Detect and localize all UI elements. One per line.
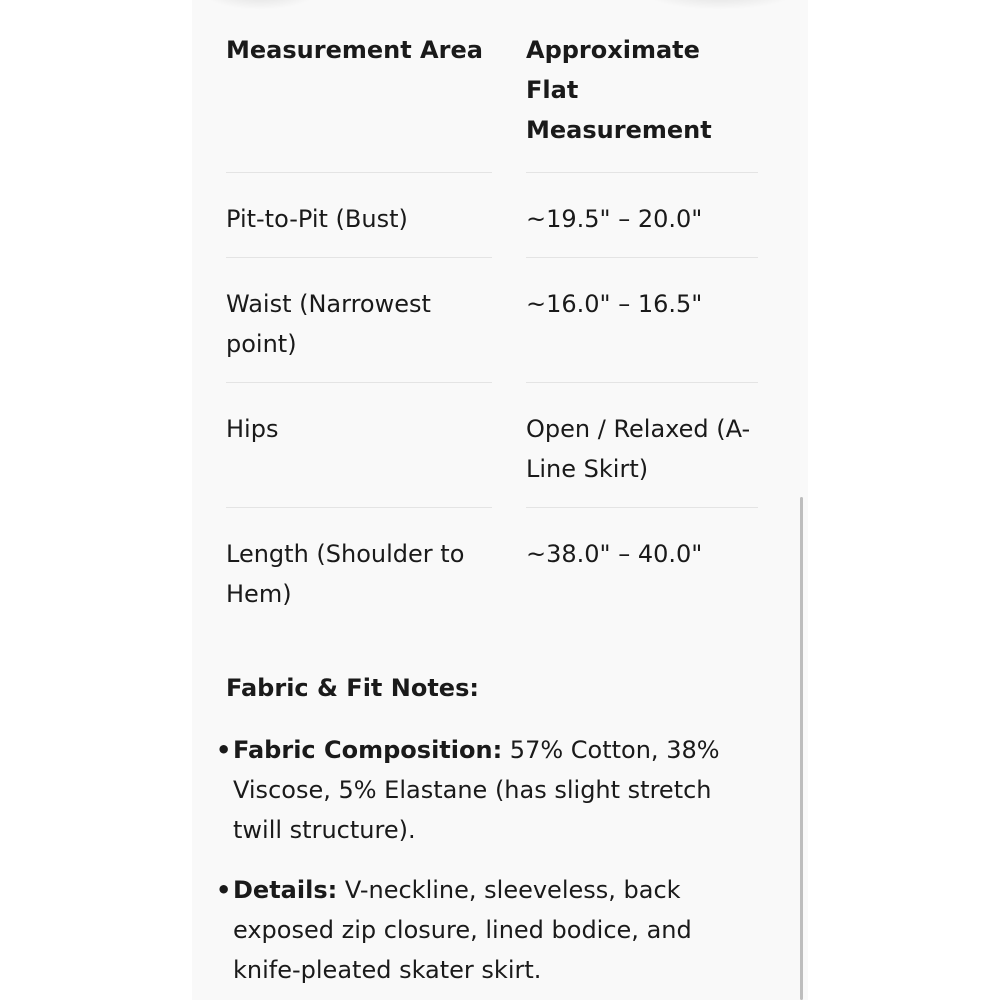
note-label: Details: — [233, 876, 338, 904]
list-item — [216, 730, 756, 850]
note-label: Fabric Composition: — [233, 736, 503, 764]
table-cell: ~16.0" – 16.5" — [526, 290, 703, 318]
measurement-table — [226, 30, 758, 614]
notes-list — [216, 730, 756, 990]
table-cell: ~38.0" – 40.0" — [526, 540, 703, 568]
note-text: 57% Cotton, 38% Viscose, 5% Elastane (has slight stretch twill structure). — [233, 736, 720, 844]
table-row — [226, 258, 758, 382]
table-row — [226, 383, 758, 507]
list-item — [216, 870, 756, 990]
table-cell: ~19.5" – 20.0" — [526, 205, 703, 233]
column-header: Approximate Flat Measurement — [526, 36, 712, 144]
table-row — [226, 508, 758, 614]
bullet-glyph: • — [216, 876, 232, 904]
product-details — [216, 30, 766, 1000]
table-cell: Hips — [226, 415, 279, 443]
table-cell: Waist (Narrowest point) — [226, 290, 431, 358]
bullet-glyph: • — [216, 736, 232, 764]
table-cell: Open / Relaxed (A-Line Skirt) — [526, 415, 751, 483]
table-cell: Length (Shoulder to Hem) — [226, 540, 465, 608]
column-header: Measurement Area — [226, 36, 483, 64]
table-cell: Pit-to-Pit (Bust) — [226, 205, 408, 233]
note-text: V-neckline, sleeveless, back exposed zip closure, lined bodice, and knife-pleated skater skirt. — [233, 876, 692, 984]
table-row — [226, 173, 758, 257]
scrollbar-thumb[interactable] — [800, 497, 803, 1000]
notes-heading: Fabric & Fit Notes: — [226, 674, 479, 702]
table-header-row — [226, 30, 758, 172]
